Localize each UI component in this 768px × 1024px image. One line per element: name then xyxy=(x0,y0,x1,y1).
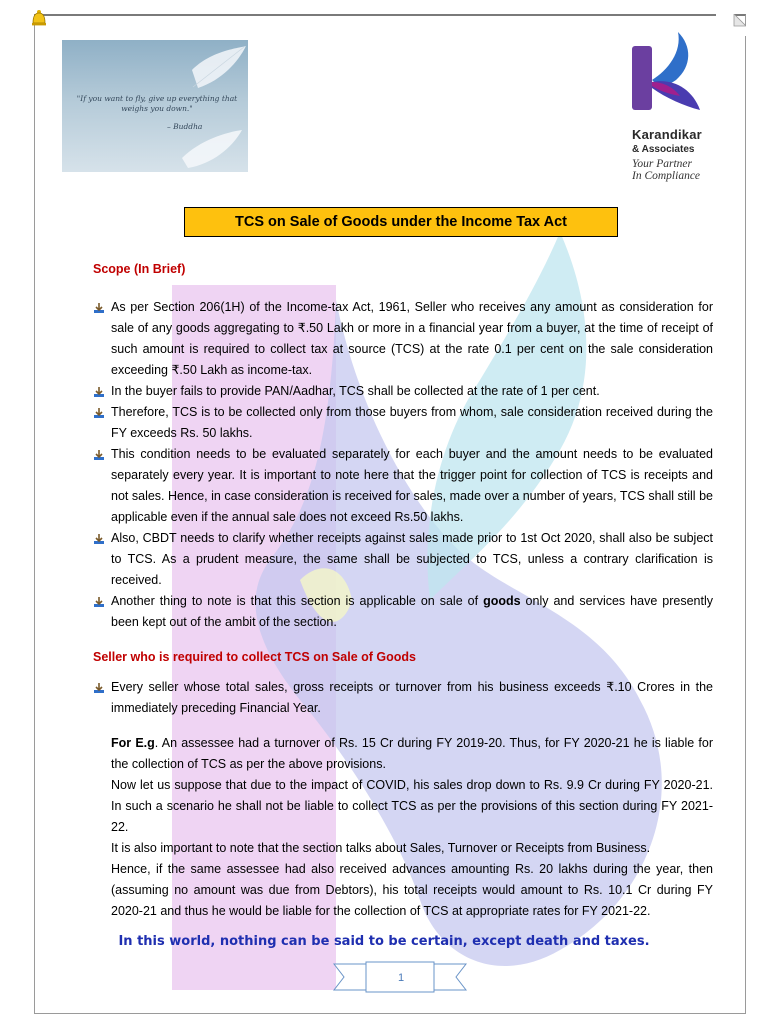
paragraph: Hence, if the same assessee had also received advances amounting Rs. 20 lakhs during the year, then (assuming no amount was due from Debtors), his total receipts would amount to Rs. 10.1 Cr during FY 2020-21 and thus he would be liable for the collection of TCS at appropriate rates for FY 2021-22. xyxy=(111,862,713,918)
brand-tagline-2: In Compliance xyxy=(632,170,701,182)
brand-tagline-1: Your Partner xyxy=(632,158,692,170)
bullet-icon xyxy=(93,407,105,419)
paragraph: It is also important to note that the section talks about Sales, Turnover or Receipts from Business. xyxy=(111,841,651,855)
bullet-text: Therefore, TCS is to be collected only from those buyers from whom, sale consideration received during the FY exceeds Rs. 50 lakhs. xyxy=(111,405,713,440)
section-heading-seller: Seller who is required to collect TCS on Sale of Goods xyxy=(93,650,416,664)
list-item xyxy=(93,402,713,444)
karandikar-logo-icon xyxy=(628,32,708,112)
bullet-icon xyxy=(93,449,105,461)
bullet-text-after: only and services have presently been kept out of the ambit of the section. xyxy=(111,594,713,629)
bullet-text: In the buyer fails to provide PAN/Aadhar, TCS shall be collected at the rate of 1 per cent. xyxy=(111,384,600,398)
brand-name: Karandikar xyxy=(632,127,702,142)
bullet-icon xyxy=(93,682,105,694)
example-label: For E.g xyxy=(111,736,155,750)
bullet-icon xyxy=(93,302,105,314)
list-item xyxy=(93,591,713,633)
bullet-text-before: Another thing to note is that this section is applicable on sale of xyxy=(111,594,484,608)
quote-image xyxy=(62,40,248,172)
list-item xyxy=(93,297,713,381)
bullet-text: Every seller whose total sales, gross receipts or turnover from his business exceeds ₹.10 Crores in the immediately preceding Financial Year. xyxy=(111,680,713,715)
bullet-icon xyxy=(93,533,105,545)
paragraph: Now let us suppose that due to the impact of COVID, his sales drop down to Rs. 9.9 Cr during FY 2020-21. In such a scenario he shall not be liable to collect TCS as per the provisions of this section during FY 2021-22. xyxy=(111,778,713,834)
footer-quote: In this world, nothing can be said to be certain, except death and taxes. xyxy=(118,934,650,949)
brand-sub: & Associates xyxy=(632,144,695,155)
scope-bullet-list xyxy=(93,297,713,633)
list-item xyxy=(93,381,713,402)
quote-text: "If you want to fly, give up everything that weighs you down." xyxy=(76,94,238,113)
list-item xyxy=(93,444,713,528)
page-fold-icon xyxy=(716,14,746,36)
bullet-text: This condition needs to be evaluated separately for each buyer and the amount needs to be evaluated separately every year. It is important to note here that the trigger point for collection of TCS is receipts and not sales. Hence, in case consideration is received for sales, made over a number of years, TCS shall still be applicable even if the annual sale does not exceed Rs.50 lakhs. xyxy=(111,447,713,524)
bell-icon xyxy=(30,8,48,28)
list-item xyxy=(93,528,713,591)
bullet-text: As per Section 206(1H) of the Income-tax Act, 1961, Seller who receives any amount as consideration for sale of any goods aggregating to ₹.50 Lakh or more in a financial year from a buyer, at the time of receipt of such amount is required to collect tax at source (TCS) at the rate 0.1 per cent on the sale consideration exceeding ₹.50 Lakh as income-tax. xyxy=(111,300,713,377)
bullet-text: Also, CBDT needs to clarify whether receipts against sales made prior to 1st Oct 2020, shall also be subject to TCS. As a prudent measure, the same shall be subjected to TCS, unless a contrary clarification is received. xyxy=(111,531,713,587)
quote-author: – Buddha xyxy=(167,122,203,131)
page-number: 1 xyxy=(397,972,405,984)
section-heading-scope: Scope (In Brief) xyxy=(93,262,186,276)
document-title: TCS on Sale of Goods under the Income Tax Act xyxy=(184,207,618,237)
example-text: . An assessee had a turnover of Rs. 15 Cr during FY 2019-20. Thus, for FY 2020-21 he is liable for the collection of TCS as per the above provisions. xyxy=(111,736,713,771)
bullet-text-bold: goods xyxy=(483,594,521,608)
seller-section-body xyxy=(93,677,713,922)
bullet-icon xyxy=(93,596,105,608)
example-paragraph xyxy=(93,733,713,775)
bullet-icon xyxy=(93,386,105,398)
list-item xyxy=(93,677,713,719)
